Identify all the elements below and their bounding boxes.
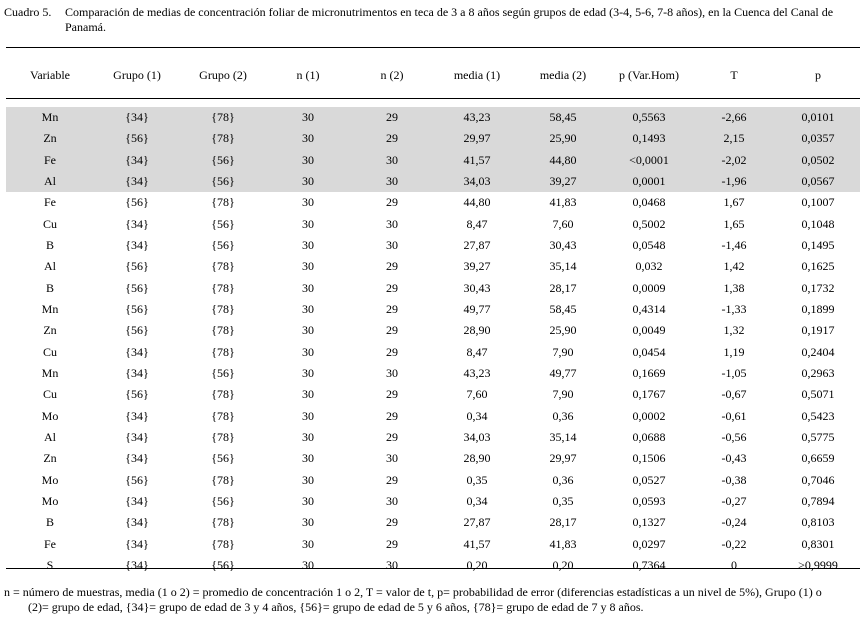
table-cell: Mo — [41, 472, 59, 487]
table-cell: 0 — [731, 558, 737, 573]
table-cell: -1,05 — [721, 366, 747, 381]
table-cell: 0,032 — [635, 259, 663, 274]
results-table — [6, 61, 860, 576]
col-header: p (Var.Hom) — [619, 68, 679, 82]
table-cell: {78} — [211, 259, 235, 274]
table-cell: 0,4314 — [632, 302, 666, 317]
table-cell: 34,03 — [463, 430, 491, 445]
table-cell: 1,32 — [723, 323, 745, 338]
table-cell: 7,60 — [552, 216, 574, 231]
table-cell: {78} — [211, 323, 235, 338]
caption-text: Comparación de medias de concentración foliar de micronutrimentos en teca de 3 a 8 años según grupos de edad (3-4, 5-6, 7-8 años), en la Cuenca del Canal de Panamá. — [65, 5, 834, 34]
table-cell: {34} — [125, 494, 149, 509]
table-cell: 25,90 — [549, 323, 577, 338]
table-cell: {78} — [211, 302, 235, 317]
table-cell: {34} — [94, 107, 180, 128]
table-row — [6, 470, 860, 491]
table-cell: 35,14 — [549, 259, 577, 274]
table-cell: 41,83 — [549, 536, 577, 551]
table-cell: 30 — [302, 472, 314, 487]
table-cell: 2,15 — [692, 128, 776, 149]
table-cell: 0,20 — [552, 558, 574, 573]
table-cell: -0,56 — [721, 430, 747, 445]
table-cell: Fe — [44, 195, 56, 210]
table-row — [6, 214, 860, 235]
table-cell: {56} — [125, 387, 149, 402]
table-cell: B — [45, 515, 54, 530]
table-cell: 0,7046 — [801, 472, 835, 487]
table-cell: -1,46 — [721, 238, 747, 253]
table-cell: Mn — [41, 302, 59, 317]
table-cell: 28,17 — [549, 280, 577, 295]
table-cell: 7,60 — [466, 387, 488, 402]
table-cell: 0,0567 — [776, 171, 860, 192]
table-cell: Cu — [42, 216, 57, 231]
table-cell: 7,90 — [552, 344, 574, 359]
table-cell: 0,34 — [466, 494, 488, 509]
table-cell: 0,5563 — [606, 107, 692, 128]
table-cell: 0,34 — [466, 408, 488, 423]
table-cell: 35,14 — [549, 430, 577, 445]
table-cell: 30 — [386, 216, 398, 231]
table-cell: 29 — [386, 259, 398, 274]
table-cell: 0,7894 — [801, 494, 835, 509]
table-cell: 39,27 — [463, 259, 491, 274]
table-cell: 0,5775 — [801, 430, 835, 445]
table-cell: 29 — [386, 408, 398, 423]
table-cell: 0,2963 — [801, 366, 835, 381]
table-cell: {78} — [180, 128, 266, 149]
table-cell: 43,23 — [434, 107, 520, 128]
table-cell: >0,9999 — [798, 558, 838, 573]
table-cell: {34} — [125, 558, 149, 573]
table-cell: S — [46, 558, 54, 573]
table-cell: 30 — [302, 238, 314, 253]
table-cell: Al — [6, 171, 94, 192]
table-cell: -0,27 — [721, 494, 747, 509]
table-row — [6, 512, 860, 533]
footnote-line: (2)= grupo de edad, {34}= grupo de edad de 3 y 4 años, {56}= grupo de edad de 5 y 6 años, {78}= grupo de edad de 7 y 8 años. — [28, 600, 644, 614]
table-cell: 41,57 — [463, 536, 491, 551]
table-cell: 30 — [302, 558, 314, 573]
col-header: Grupo (2) — [199, 68, 247, 82]
table-cell: 58,45 — [520, 107, 606, 128]
table-cell: -0,43 — [721, 451, 747, 466]
table-cell: 29 — [386, 280, 398, 295]
table-cell: {56} — [211, 366, 235, 381]
table-cell: 44,80 — [520, 150, 606, 171]
table-cell: Mo — [41, 494, 59, 509]
table-cell: 28,90 — [463, 323, 491, 338]
table-cell: 0,1917 — [801, 323, 835, 338]
table-cell: -0,61 — [721, 408, 747, 423]
table-body — [6, 105, 860, 576]
table-cell: 30 — [302, 280, 314, 295]
table-cell: 0,1669 — [632, 366, 666, 381]
table-cell: 30 — [302, 195, 314, 210]
table-cell: 30 — [302, 387, 314, 402]
table-cell: 0,6659 — [801, 451, 835, 466]
table-cell: {56} — [125, 472, 149, 487]
table-cell: 0,36 — [552, 472, 574, 487]
table-cell: 0,1327 — [632, 515, 666, 530]
col-header: n (1) — [296, 68, 320, 82]
table-cell: 0,1495 — [801, 238, 835, 253]
table-cell: 29 — [386, 323, 398, 338]
table-row — [6, 363, 860, 384]
footnote-line: n = número de muestras, media (1 o 2) = promedio de concentración 1 o 2, T = valor de t, p= probabilidad de error (diferencias estadísticas a un nivel de 5%), Grupo (1) o — [4, 585, 822, 599]
table-cell: 0,0548 — [632, 238, 666, 253]
table-row — [6, 192, 860, 213]
col-header: p — [815, 68, 821, 82]
table-cell: <0,0001 — [606, 150, 692, 171]
table-cell: 29 — [386, 430, 398, 445]
table-cell: 30 — [302, 366, 314, 381]
table-cell: 25,90 — [520, 128, 606, 149]
table-row — [6, 491, 860, 512]
table-cell: 29 — [386, 344, 398, 359]
table-cell: 0,0468 — [632, 195, 666, 210]
table-cell: Cu — [42, 344, 57, 359]
table-cell: 43,23 — [463, 366, 491, 381]
table-cell: 1,42 — [723, 259, 745, 274]
table-cell: B — [45, 238, 54, 253]
table-cell: 0,0593 — [632, 494, 666, 509]
table-cell: Al — [44, 259, 56, 274]
table-cell: 30,43 — [549, 238, 577, 253]
table-cell: 1,19 — [723, 344, 745, 359]
table-row — [6, 278, 860, 299]
table-cell: 0,0001 — [606, 171, 692, 192]
table-cell: 0,8103 — [801, 515, 835, 530]
table-cell: 30 — [386, 558, 398, 573]
table-cell: {78} — [211, 430, 235, 445]
table-cell: 29 — [386, 472, 398, 487]
table-cell: 0,0009 — [632, 280, 666, 295]
table-cell: {78} — [211, 408, 235, 423]
table-cell: 27,87 — [463, 238, 491, 253]
table-cell: 0,0101 — [776, 107, 860, 128]
table-cell: Mo — [41, 408, 59, 423]
table-cell: -0,24 — [721, 515, 747, 530]
table-cell: {56} — [211, 238, 235, 253]
table-cell: 0,7364 — [632, 558, 666, 573]
table-cell: -2,02 — [692, 150, 776, 171]
table-cell: {56} — [125, 280, 149, 295]
table-row — [6, 235, 860, 256]
table-cell: 30 — [386, 366, 398, 381]
table-cell: 39,27 — [520, 171, 606, 192]
table-cell: Mn — [41, 366, 59, 381]
table-cell: {56} — [180, 150, 266, 171]
table-row — [6, 342, 860, 363]
table-cell: 30 — [386, 494, 398, 509]
table-cell: 0,1732 — [801, 280, 835, 295]
table-cell: 0,1625 — [801, 259, 835, 274]
table-cell: {78} — [211, 472, 235, 487]
table-cell: 30 — [302, 430, 314, 445]
table-cell: 0,0297 — [632, 536, 666, 551]
table-cell: {78} — [180, 107, 266, 128]
table-cell: 0,5002 — [632, 216, 666, 231]
table-cell: {56} — [211, 451, 235, 466]
table-cell: 27,87 — [463, 515, 491, 530]
table-cell: 30 — [302, 302, 314, 317]
table-cell: {34} — [125, 430, 149, 445]
table-cell: 49,77 — [463, 302, 491, 317]
table-cell: 30 — [350, 171, 434, 192]
table-cell: 0,1899 — [801, 302, 835, 317]
table-cell: 30 — [266, 107, 350, 128]
table-cell: 0,1493 — [606, 128, 692, 149]
table-cell: Zn — [6, 128, 94, 149]
table-cell: {34} — [94, 150, 180, 171]
table-cell: 30 — [302, 451, 314, 466]
table-cell: 0,36 — [552, 408, 574, 423]
table-cell: {34} — [125, 536, 149, 551]
table-cell: Al — [44, 430, 56, 445]
col-header: n (2) — [380, 68, 404, 82]
table-cell: 30 — [302, 494, 314, 509]
table-cell: 0,0357 — [776, 128, 860, 149]
table-cell: 29 — [350, 128, 434, 149]
bottom-rule — [6, 568, 860, 569]
table-cell: 30 — [350, 150, 434, 171]
table-cell: B — [45, 280, 54, 295]
table-cell: 1,67 — [723, 195, 745, 210]
table-cell: {34} — [125, 238, 149, 253]
table-cell: 0,0049 — [632, 323, 666, 338]
table-cell: 8,47 — [466, 216, 488, 231]
table-cell: 29 — [386, 195, 398, 210]
table-cell: {34} — [125, 366, 149, 381]
table-cell: 7,90 — [552, 387, 574, 402]
table-cell: 8,47 — [466, 344, 488, 359]
table-cell: -1,96 — [692, 171, 776, 192]
table-cell: 30 — [302, 344, 314, 359]
table-cell: {78} — [211, 536, 235, 551]
table-cell: {34} — [125, 216, 149, 231]
col-header: T — [730, 68, 738, 82]
table-cell: Mn — [6, 107, 94, 128]
table-cell: {78} — [211, 344, 235, 359]
col-header: Variable — [30, 68, 70, 82]
table-cell: {34} — [125, 344, 149, 359]
table-cell: 30 — [302, 216, 314, 231]
table-cell: 30,43 — [463, 280, 491, 295]
table-row — [6, 555, 860, 576]
table-cell: 0,8301 — [801, 536, 835, 551]
caption-label: Cuadro 5. — [4, 5, 52, 19]
table-cell: {34} — [125, 408, 149, 423]
table-row — [6, 384, 860, 405]
table-cell: 0,20 — [466, 558, 488, 573]
table-row — [6, 427, 860, 448]
table-row — [6, 406, 860, 427]
table-cell: 0,1048 — [801, 216, 835, 231]
table-cell: 0,0527 — [632, 472, 666, 487]
table-cell: -0,38 — [721, 472, 747, 487]
table-cell: {78} — [211, 387, 235, 402]
top-rule — [6, 47, 860, 48]
table-cell: 30 — [302, 515, 314, 530]
table-cell: 28,90 — [463, 451, 491, 466]
table-cell: -1,33 — [721, 302, 747, 317]
table-cell: 29,97 — [549, 451, 577, 466]
table-cell: 29,97 — [434, 128, 520, 149]
table-cell: Fe — [6, 150, 94, 171]
table-row — [6, 320, 860, 341]
table-cell: 30 — [302, 323, 314, 338]
table-cell: 1,65 — [723, 216, 745, 231]
header-row — [6, 61, 860, 105]
table-row — [6, 299, 860, 320]
table-row — [6, 171, 860, 192]
table-cell: 0,35 — [552, 494, 574, 509]
table-cell: {34} — [125, 515, 149, 530]
table-cell: 44,80 — [463, 195, 491, 210]
table-row — [6, 448, 860, 469]
table-cell: Zn — [43, 323, 57, 338]
table-cell: {56} — [94, 128, 180, 149]
table-cell: 0,35 — [466, 472, 488, 487]
table-cell: {34} — [125, 451, 149, 466]
table-cell: 58,45 — [549, 302, 577, 317]
table-cell: {56} — [125, 302, 149, 317]
table-cell: {78} — [211, 195, 235, 210]
table-cell: Fe — [44, 536, 56, 551]
table-cell: 29 — [350, 107, 434, 128]
table-cell: 0,1767 — [632, 387, 666, 402]
table-cell: {56} — [211, 558, 235, 573]
table-cell: 29 — [386, 302, 398, 317]
table-cell: 49,77 — [549, 366, 577, 381]
table-cell: 28,17 — [549, 515, 577, 530]
table-cell: 29 — [386, 515, 398, 530]
table-cell: 0,1506 — [632, 451, 666, 466]
table-cell: 29 — [386, 387, 398, 402]
table-cell: 0,5423 — [801, 408, 835, 423]
table-cell: 0,5071 — [801, 387, 835, 402]
table-cell: 30 — [266, 150, 350, 171]
table-cell: 30 — [386, 238, 398, 253]
table-cell: -0,67 — [721, 387, 747, 402]
table-cell: 0,0688 — [632, 430, 666, 445]
table-cell: 30 — [302, 408, 314, 423]
col-header: media (2) — [539, 68, 587, 82]
table-cell: 1,38 — [723, 280, 745, 295]
table-cell: 41,57 — [434, 150, 520, 171]
table-row — [6, 150, 860, 171]
table-cell: 0,2404 — [801, 344, 835, 359]
table-cell: 0,0502 — [776, 150, 860, 171]
table-cell: 30 — [266, 128, 350, 149]
col-header: media (1) — [453, 68, 501, 82]
table-cell: 0,0002 — [632, 408, 666, 423]
table-row — [6, 128, 860, 149]
table-cell: 30 — [302, 536, 314, 551]
table-cell: -0,22 — [721, 536, 747, 551]
table-cell: {56} — [211, 494, 235, 509]
table-cell: 29 — [386, 536, 398, 551]
table-cell: 30 — [302, 259, 314, 274]
table-cell: 0,1007 — [801, 195, 835, 210]
table-cell: {56} — [125, 195, 149, 210]
table-cell: {56} — [211, 216, 235, 231]
table-row — [6, 256, 860, 277]
table-cell: {56} — [125, 259, 149, 274]
table-cell: 0,0454 — [632, 344, 666, 359]
table-cell: Cu — [42, 387, 57, 402]
table-cell: 30 — [386, 451, 398, 466]
table-cell: -2,66 — [692, 107, 776, 128]
table-cell: {78} — [211, 515, 235, 530]
col-header: Grupo (1) — [113, 68, 161, 82]
table-row — [6, 534, 860, 555]
table-cell: {78} — [211, 280, 235, 295]
table-cell: 34,03 — [434, 171, 520, 192]
table-cell: Zn — [43, 451, 57, 466]
table-cell: 30 — [266, 171, 350, 192]
table-row — [6, 107, 860, 128]
table-cell: {56} — [180, 171, 266, 192]
table-cell: 41,83 — [549, 195, 577, 210]
table-footnote — [4, 585, 862, 615]
table-cell: {56} — [125, 323, 149, 338]
table-cell: {34} — [94, 171, 180, 192]
